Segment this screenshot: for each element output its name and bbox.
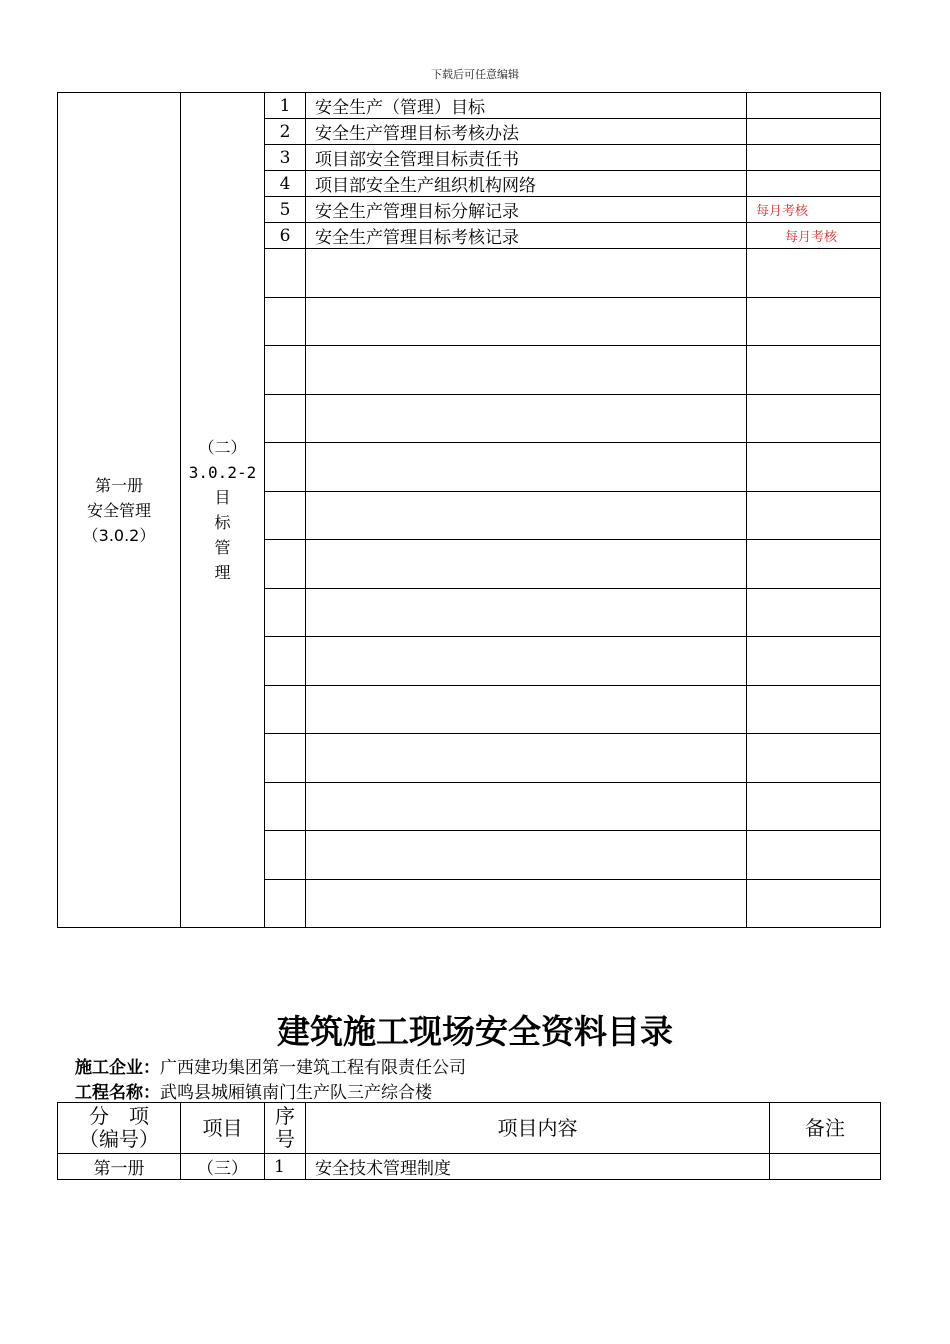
document-title: 建筑施工现场安全资料目录 [277,1012,673,1051]
empty-cell [747,880,881,928]
empty-cell [265,540,306,589]
empty-cell [747,540,881,589]
empty-cell [306,734,747,783]
empty-cell [306,249,747,298]
empty-cell [306,637,747,686]
contents-table-volume-1 [57,92,881,928]
page-header: 下载后可任意编辑 [431,68,519,81]
section-number: （二） [198,438,247,457]
empty-cell [265,686,306,734]
empty-cell [265,880,306,928]
empty-cell [747,346,881,395]
empty-cell [265,589,306,637]
row-note [747,145,881,171]
empty-cell [747,443,881,492]
header-remarks: 备注 [770,1103,881,1154]
table-row [58,1154,881,1180]
section-char: 理 [214,563,231,582]
empty-cell [306,346,747,395]
empty-cell [306,492,747,540]
row-content: 项目部安全管理目标责任书 [306,145,747,171]
empty-cell [306,686,747,734]
section-cell [181,93,265,928]
row-number: 5 [265,197,306,223]
empty-cell [747,783,881,831]
row-note [747,119,881,145]
empty-cell [306,443,747,492]
empty-cell [306,783,747,831]
row-note [770,1154,881,1180]
empty-cell [265,831,306,880]
table-row [58,93,881,119]
empty-cell [306,540,747,589]
empty-cell [306,395,747,443]
header-category [58,1103,181,1154]
row-content: 安全生产（管理）目标 [306,93,747,119]
company-value: 广西建功集团第一建筑工程有限责任公司 [160,1058,466,1078]
row-content: 安全生产管理目标考核记录 [306,223,747,249]
empty-cell [265,783,306,831]
header-content: 项目内容 [306,1103,770,1154]
empty-cell [306,880,747,928]
project-label: 工程名称： [75,1083,160,1103]
empty-cell [265,443,306,492]
section-char: 管 [214,538,231,557]
project-line [75,1078,432,1103]
row-content: 安全技术管理制度 [306,1154,770,1180]
row-content: 项目部安全生产组织机构网络 [306,171,747,197]
volume-cell [58,93,181,928]
row-section: （三） [181,1154,265,1180]
project-value: 武鸣县城厢镇南门生产队三产综合楼 [160,1083,432,1103]
company-label: 施工企业： [75,1058,160,1078]
empty-cell [747,249,881,298]
volume-name: 第一册 [94,475,143,495]
contents-table-header [57,1102,881,1180]
header-category-line2: （编号） [79,1127,159,1151]
empty-cell [747,298,881,346]
empty-cell [747,637,881,686]
header-seq-line2: 号 [275,1127,295,1151]
row-volume: 第一册 [58,1154,181,1180]
empty-cell [747,831,881,880]
row-note [747,93,881,119]
volume-topic: 安全管理 [86,500,151,520]
row-note: 每月考核 [747,223,881,249]
empty-cell [747,395,881,443]
empty-cell [306,589,747,637]
header-category-line1: 分 项 [89,1104,149,1128]
volume-code: （3.0.2） [82,525,156,545]
row-number: 2 [265,119,306,145]
empty-cell [265,346,306,395]
row-note: 每月考核 [747,197,881,223]
empty-cell [265,298,306,346]
header-seq [265,1103,306,1154]
row-content: 安全生产管理目标考核办法 [306,119,747,145]
section-char: 目 [214,488,231,507]
company-line [75,1053,466,1078]
row-number: 3 [265,145,306,171]
empty-cell [747,492,881,540]
empty-cell [747,686,881,734]
empty-cell [265,249,306,298]
empty-cell [265,734,306,783]
empty-cell [265,637,306,686]
empty-cell [306,831,747,880]
empty-cell [265,395,306,443]
row-number: 1 [265,93,306,119]
row-number: 6 [265,223,306,249]
empty-cell [265,492,306,540]
empty-cell [747,589,881,637]
header-item: 项目 [181,1103,265,1154]
row-number: 1 [265,1154,306,1180]
row-number: 4 [265,171,306,197]
section-code: 3.0.2-2 [188,463,257,482]
header-row [58,1103,881,1154]
header-seq-line1: 序 [275,1104,295,1128]
section-char: 标 [214,513,231,532]
row-note [747,171,881,197]
empty-cell [747,734,881,783]
row-content: 安全生产管理目标分解记录 [306,197,747,223]
empty-cell [306,298,747,346]
